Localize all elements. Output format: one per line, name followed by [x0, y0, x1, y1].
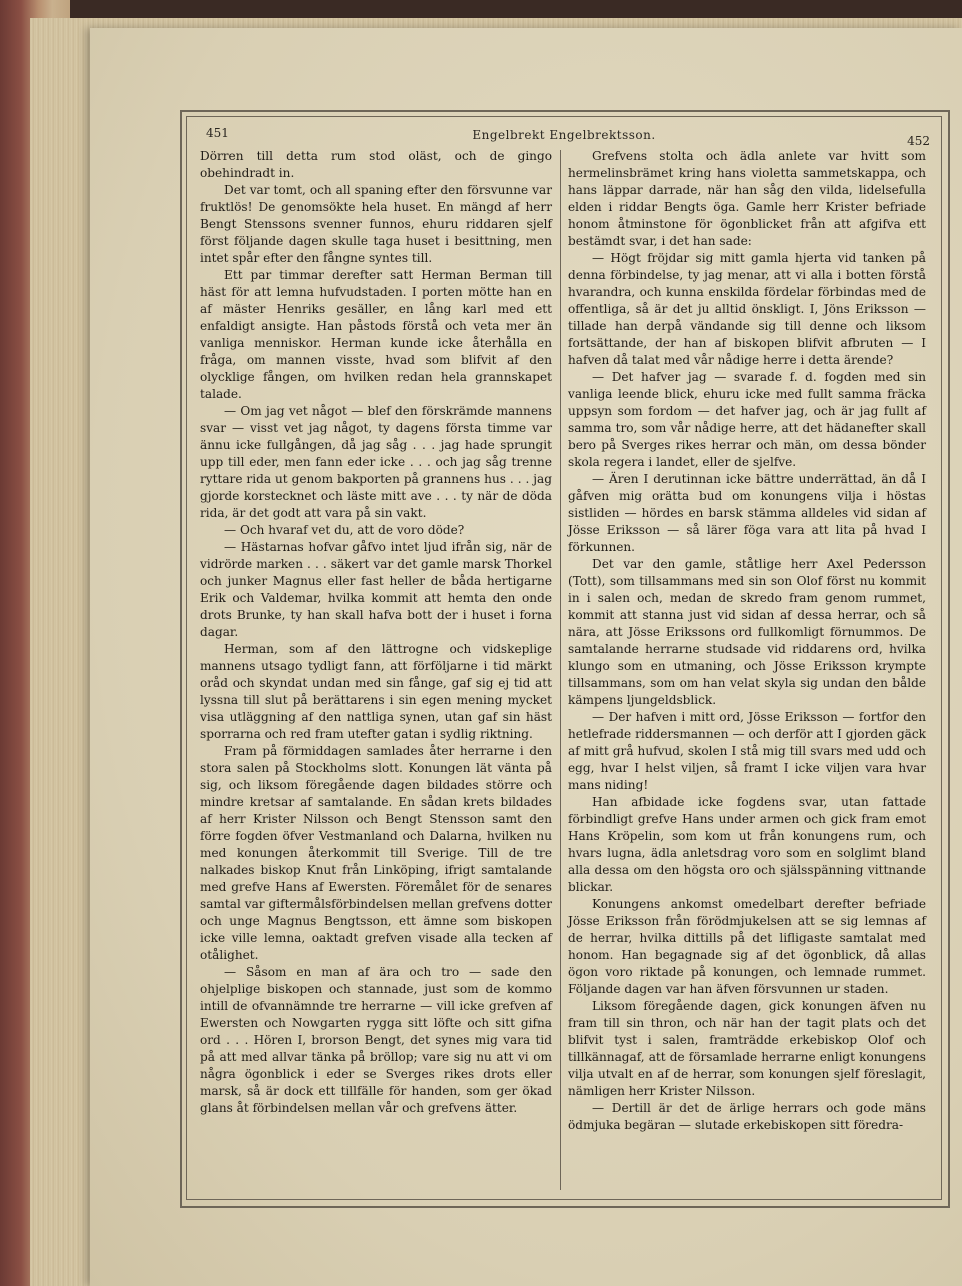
page-number-left: 451	[206, 126, 229, 140]
right-column	[568, 148, 926, 1134]
paragraph: Fram på förmiddagen samlades åter herrarne i den stora salen på Stockholms slott. Konungen lät vänta på sig, och liksom föregående dagen bildades större och mindre kretsar af samtalande. En sådan krets bildades af herr Krister Nilsson och Bengt Stensson samt den förre fogden öfver Vestmanland och Dalarna, hvilken nu med konungen återkommit till Sverige. Till de tre nalkades biskop Knut från Linköping, ifrigt samtalande med grefve Hans af Ewersten. Föremålet för de senares samtal var giftermålsförbindelsen mellan grefvens dotter och unge Magnus Bengtsson, ett ämne som biskopen icke ville lemna, oaktadt grefven visade alla tecken af otålighet.	[200, 744, 552, 962]
paragraph: Grefvens stolta och ädla anlete var hvitt som hermelinsbrämet kring hans violetta sammetskappa, och hans läppar darrade, när han såg den vilda, lidelsefulla elden i riddar Bengts öga. Gamle herr Krister befriade honom åtminstone för ögonblicket från att afgifva ett bestämdt svar, i det han sade:	[568, 149, 926, 248]
paragraph: — Det hafver jag — svarade f. d. fogden med sin vanliga leende blick, ehuru icke med fullt samma fräcka uppsyn som fordom — det hafver jag, och är jag fullt af samma tro, som vår nådige herre, att det hädanefter skall bero på Sverges rikes herrar och män, om dessa bönder skola regera i landet, eller de sjelfve.	[568, 370, 926, 469]
paragraph: Det var den gamle, ståtlige herr Axel Pedersson (Tott), som tillsammans med sin son Olof först nu kommit in i salen och, medan de skredo fram genom rummet, kommit att stanna just vid sidan af dessa herrar, och så nära, att Jösse Erikssons ord fullkomligt förnummos. De samtalande herrarne studsade vid riddarens ord, hvilka klungo som en utmaning, och Jösse Eriksson krympte tillsammans, som om han velat skyla sig undan den bålde kämpens ljungeldsblick.	[568, 557, 926, 707]
paragraph: — Såsom en man af ära och tro — sade den ohjelplige biskopen och stannade, just som de kommo intill de ofvannämnde tre herrarne — vill icke grefven af Ewersten och Nowgarten rygga sitt löfte och sitt gifna ord . . . Hören I, brorson Bengt, det synes mig vara tid på att med allvar tänka på bröllop; vare sig nu att vi om några ögonblick i eder se Sverges rikes drots eller marsk, så är dock ett tillfälle för handen, som ger ökad glans åt förbindelsen mellan vår och grefvens ätter.	[200, 965, 552, 1115]
paragraph: — Ären I derutinnan icke bättre underrättad, än då I gåfven mig orätta bud om konungens vilja i höstas sistliden — hördes en barsk stämma alldeles vid sidan af Jösse Eriksson — så lärer föga vara att lita på hvad I förkunnen.	[568, 472, 926, 554]
paragraph: Herman, som af den lättrogne och vidskeplige mannens utsago tydligt fann, att förföljarne i tid märkt oråd och skyndat undan med sin fånge, gaf sig ej tid att lyssna till slut på berättarens i sin egen mening mycket visa utläggning af den nattliga synen, utan gaf sin häst sporrarna och red fram utefter gatan i sydlig riktning.	[200, 642, 552, 741]
paragraph: — Dertill är det de ärlige herrars och gode mäns ödmjuka begäran — slutade erkebiskopen sitt föredra-	[568, 1101, 926, 1132]
running-title: Engelbrekt Engelbrektsson.	[472, 128, 656, 142]
paragraph: Liksom föregående dagen, gick konungen äfven nu fram till sin thron, och när han der tagit plats och det blifvit tyst i salen, framträdde erkebiskop Olof och tillkännagaf, att de församlade herrarne enligt konungens vilja utvalt en af de herrar, som konungen sjelf föreslagit, nämligen herr Krister Nilsson.	[568, 999, 926, 1098]
paragraph: Det var tomt, och all spaning efter den försvunne var fruktlös! De genomsökte hela huset. En mängd af herr Bengt Stenssons svenner funnos, ehuru riddaren sjelf först följande dagen skulle taga huset i besittning, men intet spår efter den fångne syntes till.	[200, 183, 552, 265]
paragraph: Dörren till detta rum stod oläst, och de gingo obehindradt in.	[200, 149, 552, 180]
column-divider	[560, 150, 561, 1190]
left-column	[200, 148, 552, 1117]
paragraph: — Och hvaraf vet du, att de voro döde?	[224, 523, 465, 537]
running-header	[196, 124, 932, 146]
paragraph: — Hästarnas hofvar gåfvo intet ljud ifrån sig, när de vidrörde marken . . . säkert var det gamle marsk Thorkel och junker Magnus eller fast heller de båda hertigarne Erik och Valdemar, hvilka kommit att hemta den onde drots Brunke, ty han skall hafva bott der i huset i forna dagar.	[200, 540, 552, 639]
paragraph: Ett par timmar derefter satt Herman Berman till häst för att lemna hufvudstaden. I porten mötte han en af mäster Henriks gesäller, en lång karl med ett enfaldigt ansigte. Han påstods förstå och veta mer än vanliga menniskor. Herman kunde icke återhålla en fråga, om mannen visste, hvad som blifvit af den olycklige fången, om hvilken redan hela grannskapet talade.	[200, 268, 552, 401]
paragraph: — Der hafven i mitt ord, Jösse Eriksson — fortfor den hetlefrade riddersmannen — och derför att I gjorden gäck af mitt grå hufvud, skolen I stå mig till svars med udd och egg, hvar I helst viljen, så framt I icke viljen vara hvar mans niding!	[568, 710, 926, 792]
paragraph: Konungens ankomst omedelbart derefter befriade Jösse Eriksson från förödmjukelsen att se sig lemnas af de herrar, hvilka dittills på det lifligaste samtalat med honom. Han begagnade sig af det ögonblick, då allas ögon voro riktade på konungen, och lemnade rummet. Följande dagen var han äfven försvunnen ur staden.	[568, 897, 926, 996]
paragraph: Han afbidade icke fogdens svar, utan fattade förbindligt grefve Hans under armen och gick fram emot Hans Kröpelin, som kom ut från konungens rum, och hvars lugna, ädla anletsdrag voro som en solglimt bland alla dessa om den högsta oro och själsspänning vittnande blickar.	[568, 795, 926, 894]
paragraph: — Om jag vet något — blef den förskrämde mannens svar — visst vet jag något, ty dagens första timme var ännu icke fullgången, då jag såg . . . jag hade sprungit upp till eder, men fann eder icke . . . och jag såg trenne ryttare rida ut genom bakporten på grannens hus . . . jag gjorde korstecknet och läste mitt ave . . . ty när de döda rida, är det godt att vara på sin vakt.	[200, 404, 552, 520]
page-number-right: 452	[907, 134, 930, 148]
paragraph: — Högt fröjdar sig mitt gamla hjerta vid tanken på denna förbindelse, ty jag menar, att vi alla i botten förstå hvarandra, och kunna enskilda fördelar förbindas med de offentliga, så är det ju alltid önskligt. I, Jöns Eriksson — tillade han derpå vändande sig till denne och liksom fortsättande, der han af biskopen blifvit afbruten — I hafven då talat med vår nådige herre i detta ärende?	[568, 251, 926, 367]
